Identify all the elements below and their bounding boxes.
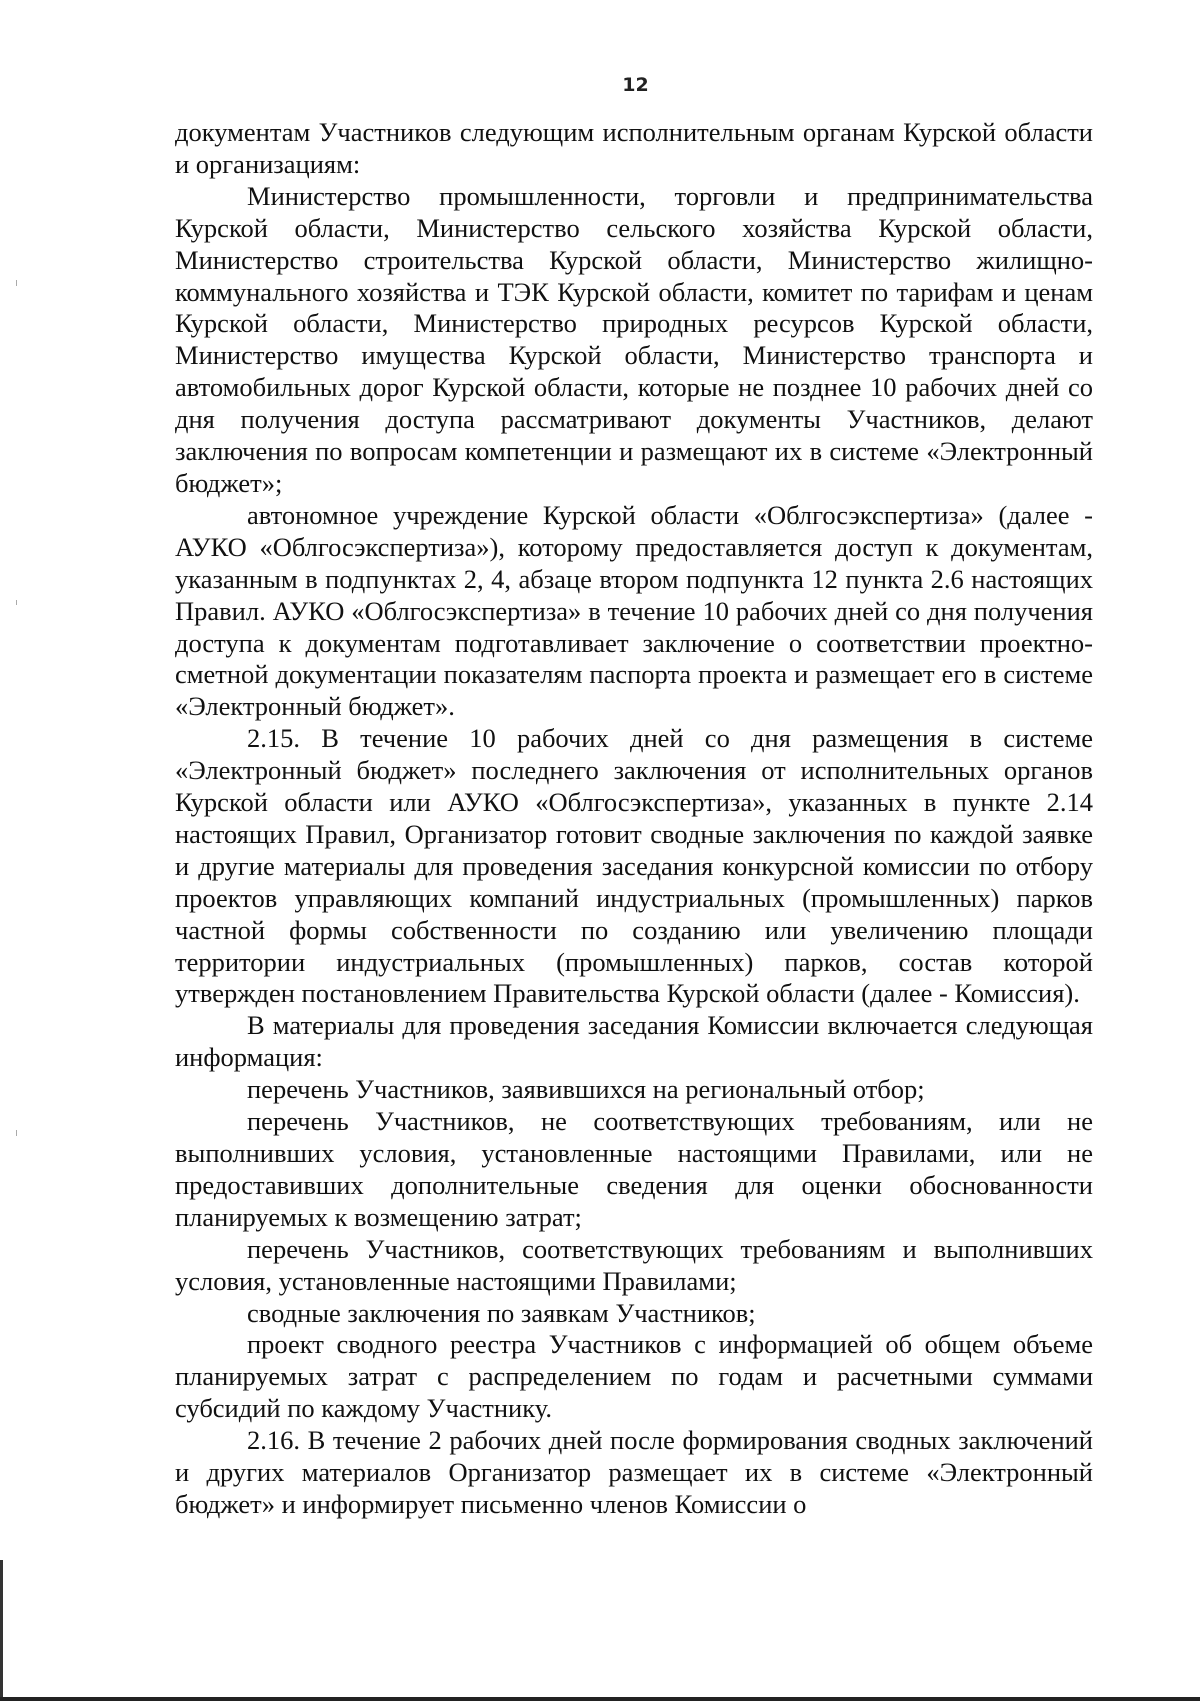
paragraph: документам Участников следующим исполнительным органам Курской области и организациям: bbox=[175, 117, 1093, 179]
scan-edge bbox=[0, 1697, 1200, 1701]
list-item: перечень Участников, соответствующих требованиям и выполнивших условия, установленные настоящими Правилами; bbox=[175, 1233, 1093, 1296]
scan-artifact bbox=[16, 1130, 17, 1136]
list-item: проект сводного реестра Участников с информацией об общем объеме планируемых затрат с распределением по годам и расчетными суммами субсидий по каждому Участнику. bbox=[175, 1329, 1093, 1424]
paragraph: 2.15. В течение 10 рабочих дней со дня размещения в системе «Электронный бюджет» последнего заключения от исполнительных органов Курской области или АУКО «Облгосэкспертиза», указанных в пункте 2.14 настоящих Правил, Организатор готовит сводные заключения по каждой заявке и другие материалы для проведения заседания конкурсной комиссии по отбору проектов управляющих компаний индустриальных (промышленных) парков частной формы собственности по созданию или увеличению площади территории индустриальных (промышленных) парков, состав которой утвержден постановлением Правительства Курской области (далее - Комиссия). bbox=[175, 723, 1093, 1009]
list-item: перечень Участников, заявившихся на региональный отбор; bbox=[247, 1074, 925, 1105]
paragraph: 2.16. В течение 2 рабочих дней после формирования сводных заключений и других материалов Организатор размещает их в системе «Электронный бюджет» и информирует письменно членов Комиссии о bbox=[175, 1425, 1093, 1519]
scan-artifact bbox=[16, 280, 17, 286]
scan-edge bbox=[0, 1560, 3, 1701]
paragraph: Министерство промышленности, торговли и предпринимательства Курской области, Министерство сельского хозяйства Курской области, Министерство строительства Курской области, Министерство жилищно-коммунального хозяйства и ТЭК Курской области, комитет по тарифам и ценам Курской области, Министерство природных ресурсов Курской области, Министерство имущества Курской области, Министерство транспорта и автомобильных дорог Курской области, которые не позднее 10 рабочих дней со дня получения доступа рассматривают документы Участников, делают заключения по вопросам компетенции и размещают их в системе «Электронный бюджет»; bbox=[175, 180, 1093, 498]
scan-artifact bbox=[16, 600, 17, 605]
list-item: перечень Участников, не соответствующих требованиям, или не выполнивших условия, установленные настоящими Правилами, или не предоставивших дополнительные сведения для оценки обоснованности планируемых к возмещению затрат; bbox=[175, 1106, 1093, 1232]
page-number: 12 bbox=[622, 74, 649, 96]
document-body bbox=[175, 117, 1093, 1521]
list-item: сводные заключения по заявкам Участников; bbox=[247, 1297, 756, 1328]
paragraph: В материалы для проведения заседания Комиссии включается следующая информация: bbox=[175, 1010, 1093, 1073]
paragraph: автономное учреждение Курской области «Облгосэкспертиза» (далее - АУКО «Облгосэкспертиза»), которому предоставляется доступ к документам, указанным в подпунктах 2, 4, абзаце втором подпункта 12 пункта 2.6 настоящих Правил. АУКО «Облгосэкспертиза» в течение 10 рабочих дней со дня получения доступа к документам подготавливает заключение о соответствии проектно-сметной документации показателям паспорта проекта и размещает его в системе «Электронный бюджет». bbox=[175, 499, 1093, 722]
